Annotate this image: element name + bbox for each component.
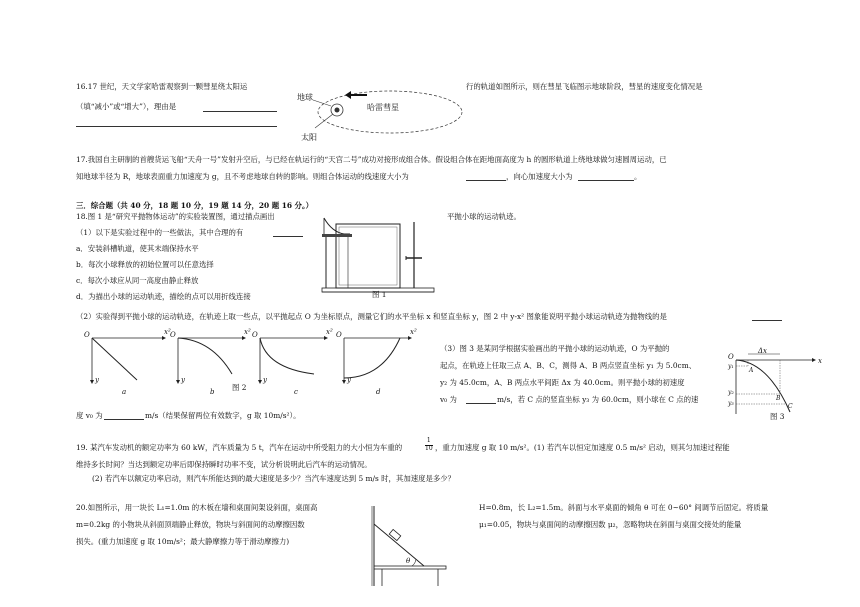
q19-line2: 维持多长时间？当达到额定功率后即保持瞬时功率不变，试分析说明此后汽车的运动情况。 bbox=[76, 460, 372, 469]
q20-line2a: m=0.2kg 的小物块从斜面顶端静止释放，物块与斜面间的动摩擦因数 bbox=[76, 520, 305, 529]
figure-1-caption: 图 1 bbox=[372, 290, 387, 299]
svg-text:y₃: y₃ bbox=[728, 400, 734, 407]
q16-answer-blank-2[interactable] bbox=[76, 126, 277, 127]
q19-line3: (2) 若汽车以额定功率启动，则汽车所能达到的最大速度是多少？当汽车速度达到 5 m/s 时，其加速度是多少？ bbox=[92, 474, 456, 483]
svg-text:y: y bbox=[95, 376, 99, 384]
svg-text:y: y bbox=[263, 376, 267, 384]
svg-text:O: O bbox=[252, 331, 258, 339]
figure-2-graphs bbox=[82, 328, 422, 400]
q20-line2b: μ₁=0.05，物块与桌面间的动摩擦因数 μ₂，忽略物块在斜面与桌面交接处的能量 bbox=[479, 520, 742, 529]
q18-p1-blank[interactable] bbox=[273, 236, 303, 237]
q18-p3-line3: y₂ 为 45.0cm，A、B 两点水平间距 Δx 为 40.0cm。则平抛小球的初速度 bbox=[440, 378, 685, 387]
graph-a bbox=[84, 328, 171, 396]
svg-text:x: x bbox=[818, 357, 822, 365]
figure-2-caption: 图 2 bbox=[232, 383, 247, 392]
figure-incline bbox=[370, 506, 470, 588]
graph-d-label: d bbox=[376, 388, 381, 396]
graph-c-label: c bbox=[294, 388, 298, 396]
q17-accel-blank[interactable] bbox=[578, 180, 634, 181]
figure-1-apparatus bbox=[322, 212, 440, 302]
q17-velocity-blank[interactable] bbox=[466, 180, 506, 181]
svg-text:y₁: y₁ bbox=[728, 363, 734, 370]
q18-p2: （2）实验得到平抛小球的运动轨迹，在轨迹上取一些点，以平抛起点 O 为坐标原点，测量它们的水平坐标 x 和竖直坐标 y，图 2 中 y-x² 图象能说明平抛小球运动轨迹为抛物线的是 bbox=[76, 312, 667, 321]
svg-text:x²: x² bbox=[410, 328, 417, 336]
q16-line1b: 行的轨道如图所示，则在彗星飞临图示地球阶段，彗星的速度变化情况是 bbox=[466, 82, 703, 91]
q18-p3-line4a: v₀ 为 bbox=[440, 395, 457, 404]
q16-answer-blank-1[interactable] bbox=[203, 111, 277, 112]
q19-frac-num: 1 bbox=[426, 437, 431, 444]
q18-vc-blank[interactable] bbox=[104, 419, 144, 420]
label-sun: 太阳 bbox=[301, 133, 317, 142]
q18-option-c: c．每次小球应从同一高度由静止释放 bbox=[76, 276, 199, 285]
label-theta: θ bbox=[406, 557, 411, 565]
q18-line1b: 平抛小球的运动轨迹。 bbox=[447, 212, 521, 221]
svg-text:x²: x² bbox=[326, 328, 333, 336]
label-comet: 哈雷彗星 bbox=[367, 103, 399, 112]
q16-line1a: 16.17 世纪，天文学家哈雷观察到一颗彗星绕太阳运 bbox=[76, 82, 248, 91]
svg-text:O: O bbox=[170, 331, 176, 339]
q19-frac-den: 10 bbox=[425, 444, 433, 452]
q17-line2: 知地球半径为 R，地球表面重力加速度为 g，且不考虑地球自转的影响。则组合体运动的线速度大小为 bbox=[76, 172, 409, 181]
q20-line1a: 20.如图所示，用一块长 L₁=1.0m 的木板在墙和桌面间架设斜面，桌面高 bbox=[76, 503, 318, 512]
q17-line2b: ，向心加速度大小为 bbox=[506, 172, 573, 181]
q19-line1a: 19. 某汽车发动机的额定功率为 60 kW，汽车质量为 5 t，汽车在运动中所受阻力的大小恒为车重的 bbox=[76, 443, 403, 452]
figure-3-trajectory bbox=[728, 347, 828, 420]
svg-text:O: O bbox=[84, 331, 90, 339]
q18-p3-line4b: m/s，若 C 点的竖直坐标 y₃ 为 60.0cm，则小球在 C 点的速 bbox=[497, 395, 699, 404]
graph-a-label: a bbox=[122, 388, 127, 396]
q16-line2: （填“减小”或“增大”），理由是 bbox=[76, 102, 177, 111]
q18-p3-line5a: 度 v₀ 为 bbox=[76, 411, 103, 420]
figure-3-caption: 图 3 bbox=[770, 412, 785, 421]
q18-option-a: a．安装斜槽轨道，使其末端保持水平 bbox=[76, 244, 199, 253]
q18-line1a: 18.图 1 是“研究平抛物体运动”的实验装置图，通过描点画出 bbox=[76, 212, 275, 221]
q18-option-d: d．为描出小球的运动轨迹，描绘的点可以用折线连接 bbox=[76, 292, 251, 301]
svg-text:x²: x² bbox=[164, 328, 171, 336]
svg-text:B: B bbox=[776, 395, 781, 402]
q18-p3-line5b: m/s（结果保留两位有效数字，g 取 10m/s²）。 bbox=[145, 411, 301, 420]
svg-text:O: O bbox=[336, 331, 342, 339]
q17-end: 。 bbox=[634, 172, 642, 181]
svg-text:y₂: y₂ bbox=[728, 389, 734, 396]
q18-p2-blank[interactable] bbox=[752, 320, 782, 321]
graph-d bbox=[336, 328, 417, 396]
comet-orbit-figure bbox=[295, 82, 465, 150]
svg-text:C: C bbox=[788, 403, 793, 410]
svg-text:y: y bbox=[347, 376, 351, 384]
q19-fraction bbox=[425, 438, 433, 452]
svg-text:O: O bbox=[728, 353, 734, 361]
svg-text:Δx: Δx bbox=[758, 347, 768, 355]
q20-line3: 损失。(重力加速度 g 取 10m/s²；最大静摩擦力等于滑动摩擦力) bbox=[76, 537, 290, 546]
q18-p3-line1: （3）图 3 是某同学根据实验画出的平抛小球的运动轨迹，O 为平抛的 bbox=[440, 344, 670, 353]
svg-text:y: y bbox=[181, 376, 185, 384]
svg-text:A: A bbox=[749, 367, 754, 374]
graph-b-label: b bbox=[210, 388, 215, 396]
q18-v0-blank[interactable] bbox=[466, 403, 496, 404]
q18-option-b: b．每次小球释放的初始位置可以任意选择 bbox=[76, 260, 214, 269]
q18-p3-line2: 起点，在轨迹上任取三点 A、B、C，测得 A、B 两点竖直坐标 y₁ 为 5.0cm、 bbox=[440, 361, 697, 370]
svg-text:x²: x² bbox=[244, 328, 251, 336]
q20-line1b: H=0.8m，长 L₂=1.5m。斜面与水平桌面的倾角 θ 可在 0~60° 间调节后固定。将质量 bbox=[479, 503, 769, 512]
q18-p1: （1）以下是实验过程中的一些做法，其中合理的有 bbox=[76, 228, 244, 237]
section3-title: 三．综合题（共 40 分，18 题 10 分，19 题 14 分，20 题 16 分。） bbox=[76, 201, 314, 210]
graph-c bbox=[252, 328, 333, 396]
q19-line1b: ，重力加速度 g 取 10 m/s²。(1) 若汽车以恒定加速度 0.5 m/s² 启动，则其匀加速过程能 bbox=[435, 443, 730, 452]
label-earth: 地球 bbox=[297, 93, 313, 102]
q17-line1: 17.我国自主研制的首艘货运飞船“天舟一号”发射升空后，与已经在轨运行的“天宫二号”成功对接形成组合体。假设组合体在距地面高度为 h 的圆形轨道上绕地球做匀速圆周运动，已 bbox=[76, 155, 667, 164]
